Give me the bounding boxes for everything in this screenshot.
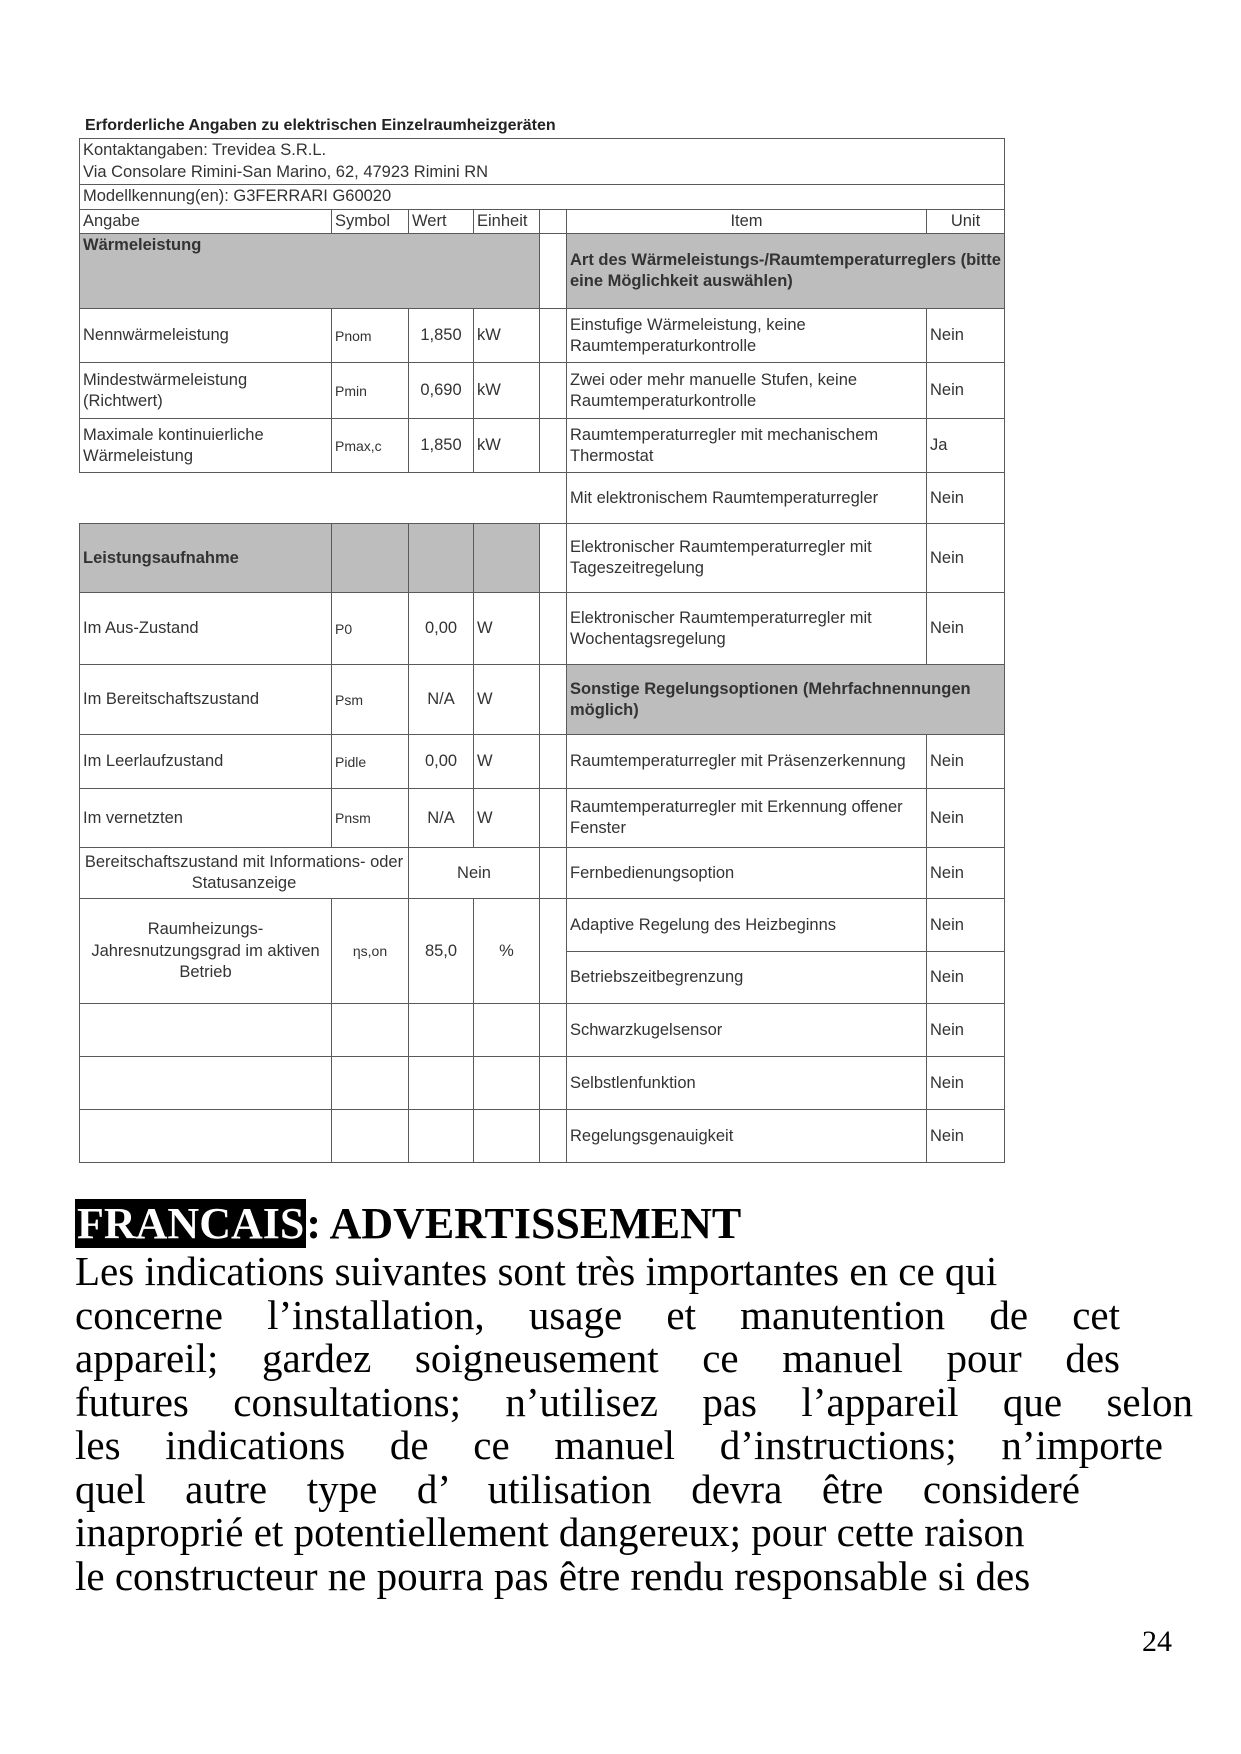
controller-item-label: Zwei oder mehr manuelle Stufen, keine Raumtemperaturkontrolle <box>567 363 927 419</box>
other-item-label: Regelungsgenauigkeit <box>567 1110 927 1163</box>
paragraph-line: le constructeur ne pourra pas être rendu responsable si des <box>75 1552 1031 1599</box>
header-item: Item <box>567 210 927 234</box>
other-item-value: Nein <box>927 952 1005 1004</box>
spacer-cell <box>540 899 567 1004</box>
other-item-value: Nein <box>927 1057 1005 1110</box>
empty-cell <box>332 1057 409 1110</box>
power-unit: W <box>474 665 540 735</box>
efficiency-symbol: ηs,on <box>332 899 409 1004</box>
power-label: Im vernetzten <box>80 789 332 848</box>
contact-cell <box>80 139 1005 185</box>
section-heat-output: Wärmeleistung <box>80 234 540 309</box>
controller-item-value: Nein <box>927 309 1005 363</box>
controller-item-value: Nein <box>927 473 1005 524</box>
other-item-label: Fernbedienungsoption <box>567 848 927 899</box>
section-controller-type: Art des Wärmeleistungs-/Raumtemperaturreglers (bitte eine Möglichkeit auswählen) <box>567 234 1005 309</box>
heat-value: 1,850 <box>409 419 474 473</box>
controller-item-value: Nein <box>927 593 1005 665</box>
other-item-label: Adaptive Regelung des Heizbeginns <box>567 899 927 952</box>
other-item-value: Nein <box>927 1004 1005 1057</box>
spacer-cell <box>540 234 567 309</box>
heat-label: Nennwärmeleistung <box>80 309 332 363</box>
header-angabe: Angabe <box>80 210 332 234</box>
header-einheit: Einheit <box>474 210 540 234</box>
grey-cell <box>332 524 409 593</box>
power-symbol: Pidle <box>332 735 409 789</box>
header-spacer <box>540 210 567 234</box>
controller-item-label: Elektronischer Raumtemperaturregler mit Wochentagsregelung <box>567 593 927 665</box>
heater-spec-table <box>79 138 1005 1163</box>
empty-cell <box>80 1004 332 1057</box>
power-label: Im Leerlaufzustand <box>80 735 332 789</box>
other-item-label: Selbstlenfunktion <box>567 1057 927 1110</box>
grey-cell <box>474 524 540 593</box>
heat-label: Mindestwärmeleistung (Richtwert) <box>80 363 332 419</box>
paragraph-line: quel autre type d’ utilisation devra être consideré <box>75 1465 1080 1512</box>
efficiency-value: 85,0 <box>409 899 474 1004</box>
other-item-label: Schwarzkugelsensor <box>567 1004 927 1057</box>
paragraph-line: les indications de ce manuel d’instructions; n’importe <box>75 1422 1163 1468</box>
paragraph-line: appareil; gardez soigneusement ce manuel pour des <box>75 1335 1120 1381</box>
spacer-cell <box>540 735 567 789</box>
spacer-cell <box>540 1057 567 1110</box>
heat-label: Maximale kontinuierliche Wärmeleistung <box>80 419 332 473</box>
power-value: N/A <box>409 665 474 735</box>
other-item-label: Betriebszeitbegrenzung <box>567 952 927 1004</box>
other-item-value: Nein <box>927 848 1005 899</box>
power-symbol: Psm <box>332 665 409 735</box>
controller-item-label: Einstufige Wärmeleistung, keine Raumtemperaturkontrolle <box>567 309 927 363</box>
controller-item-label: Mit elektronischem Raumtemperaturregler <box>567 473 927 524</box>
power-value: 0,00 <box>409 735 474 789</box>
controller-item-label: Elektronischer Raumtemperaturregler mit Tageszeitregelung <box>567 524 927 593</box>
standby-display-label: Bereitschaftszustand mit Informations- oder Statusanzeige <box>80 848 409 899</box>
other-item-label: Raumtemperaturregler mit Präsenzerkennung <box>567 735 927 789</box>
controller-item-label: Raumtemperaturregler mit mechanischem Thermostat <box>567 419 927 473</box>
spacer-cell <box>540 1110 567 1163</box>
power-symbol: P0 <box>332 593 409 665</box>
paragraph-line: Les indications suivantes sont très importantes en ce qui <box>75 1248 998 1294</box>
spacer-cell <box>540 1004 567 1057</box>
page-number: 24 <box>1142 1625 1172 1658</box>
controller-item-value: Ja <box>927 419 1005 473</box>
paragraph-line: futures consultations; n’utilisez pas l’appareil que selon <box>75 1378 1193 1425</box>
controller-item-value: Nein <box>927 524 1005 593</box>
heat-unit: kW <box>474 419 540 473</box>
empty-cell <box>474 1057 540 1110</box>
empty-cell <box>80 1110 332 1163</box>
other-item-label: Raumtemperaturregler mit Erkennung offener Fenster <box>567 789 927 848</box>
empty-cell <box>474 1004 540 1057</box>
power-unit: W <box>474 789 540 848</box>
power-unit: W <box>474 593 540 665</box>
heat-symbol: Pmin <box>332 363 409 419</box>
other-item-value: Nein <box>927 735 1005 789</box>
heat-symbol: Pmax,c <box>332 419 409 473</box>
other-item-value: Nein <box>927 1110 1005 1163</box>
heat-symbol: Pnom <box>332 309 409 363</box>
power-symbol: Pnsm <box>332 789 409 848</box>
power-label: Im Bereitschaftszustand <box>80 665 332 735</box>
contact-line: Kontaktangaben: Trevidea S.R.L. <box>83 141 327 160</box>
heat-value: 1,850 <box>409 309 474 363</box>
empty-cell <box>474 1110 540 1163</box>
grey-cell <box>409 524 474 593</box>
contact-address: Via Consolare Rimini-San Marino, 62, 47923 Rimini RN <box>83 162 489 181</box>
empty-cell <box>409 1004 474 1057</box>
power-value: N/A <box>409 789 474 848</box>
power-label: Im Aus-Zustand <box>80 593 332 665</box>
standby-display-value: Nein <box>409 848 540 899</box>
header-symbol: Symbol <box>332 210 409 234</box>
heat-unit: kW <box>474 363 540 419</box>
section-other-options: Sonstige Regelungsoptionen (Mehrfachnennungen möglich) <box>567 665 1005 735</box>
controller-item-value: Nein <box>927 363 1005 419</box>
spacer-cell <box>540 524 567 593</box>
efficiency-unit: % <box>474 899 540 1004</box>
empty-cell <box>332 1110 409 1163</box>
section-power-consumption: Leistungsaufnahme <box>80 524 332 593</box>
other-item-value: Nein <box>927 789 1005 848</box>
spacer-cell <box>540 593 567 665</box>
language-label: FRANCAIS <box>77 1199 305 1248</box>
paragraph-line: concerne l’installation, usage et manutention de cet <box>75 1291 1120 1338</box>
french-paragraph <box>75 1250 1200 1598</box>
header-wert: Wert <box>409 210 474 234</box>
header-unit: Unit <box>927 210 1005 234</box>
heat-unit: kW <box>474 309 540 363</box>
heading-title: : ADVERTISSEMENT <box>306 1199 742 1248</box>
empty-cell <box>332 1004 409 1057</box>
spacer-cell <box>540 665 567 735</box>
heat-value: 0,690 <box>409 363 474 419</box>
power-unit: W <box>474 735 540 789</box>
power-value: 0,00 <box>409 593 474 665</box>
spacer-cell <box>540 309 567 363</box>
efficiency-label: Raumheizungs-Jahresnutzungsgrad im aktiven Betrieb <box>80 899 332 1004</box>
spacer-cell <box>540 363 567 419</box>
table-title: Erforderliche Angaben zu elektrischen Einzelraumheizgeräten <box>85 117 556 134</box>
paragraph-line: inaproprié et potentiellement dangereux; pour cette raison <box>75 1509 1025 1555</box>
french-heading <box>75 1199 742 1248</box>
empty-cell <box>409 1110 474 1163</box>
spacer-cell <box>540 789 567 848</box>
spacer-cell <box>540 419 567 473</box>
table-gap <box>80 473 567 524</box>
spacer-cell <box>540 848 567 899</box>
empty-cell <box>409 1057 474 1110</box>
empty-cell <box>80 1057 332 1110</box>
model-cell: Modellkennung(en): G3FERRARI G60020 <box>80 185 1005 210</box>
other-item-value: Nein <box>927 899 1005 952</box>
